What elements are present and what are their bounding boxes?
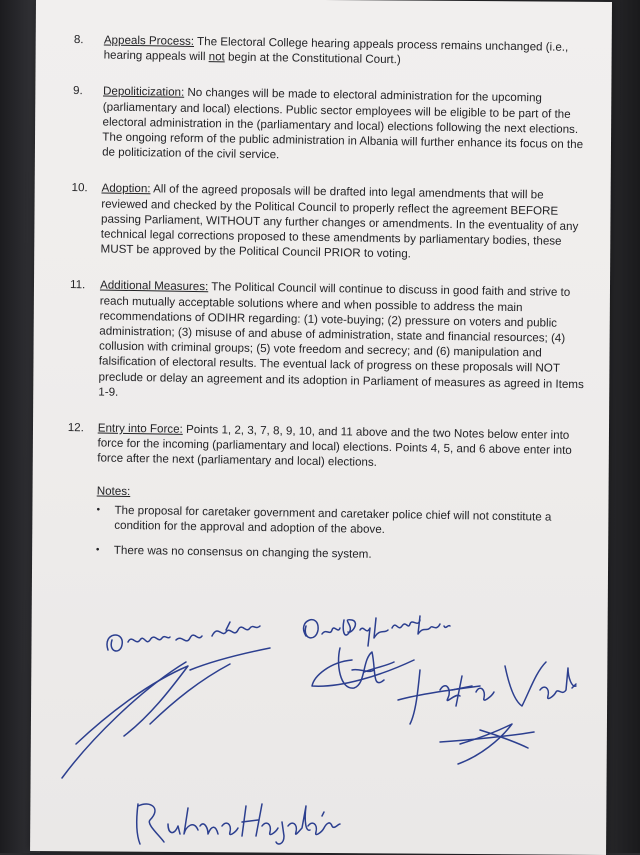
item-number: 10. bbox=[71, 181, 88, 195]
item-number: 11. bbox=[69, 278, 86, 292]
item-text: Points 1, 2, 3, 7, 8, 9, 10, and 11 above and the two Notes below enter into force for the incoming (parliamentary and local) elections. Points 4, 5, and 6 above enter into force after the next (parliamentary and local) elections. bbox=[97, 422, 572, 470]
note-text: The proposal for caretaker government and caretaker police chief will not constitute a condition for the approval and adoption of the above. bbox=[114, 503, 552, 537]
signature-7 bbox=[137, 804, 340, 844]
item-text: No changes will be made to electoral administration for the upcoming (parliamentary and local) elections. Public sector employees will be eligible to be part of the electoral administration in the (parliamentary and local) elections following the next elections. The ongoing reform of the public administration in Albania will further enhance its focus on the de politicization of the civil service. bbox=[102, 86, 584, 162]
note-text: There was no consensus on changing the system. bbox=[113, 544, 372, 562]
item-number: 12. bbox=[67, 421, 85, 435]
item-heading: Appeals Process: bbox=[103, 33, 195, 48]
signature-6 bbox=[440, 724, 534, 764]
notes-title: Notes: bbox=[96, 484, 131, 498]
signature-4 bbox=[62, 648, 270, 778]
item-text-after: begin at the Constitutional Court.) bbox=[224, 50, 401, 67]
item-heading: Adoption: bbox=[101, 181, 151, 196]
item-heading: Additional Measures: bbox=[99, 278, 209, 294]
item-heading: Depoliticization: bbox=[102, 84, 185, 100]
bullet-icon: • bbox=[95, 544, 100, 556]
item-text: All of the agreed proposals will be drafted into legal amendments that will be reviewed and checked by the Political Council to properly reflect the agreement BEFORE passing Parliament, WITHOUT any further changes or amendments. In the eventuality of any technical legal corrections proposed to these amendments by parliamentary bodies, these MUST be approved by the Political Council PRIOR to voting. bbox=[100, 182, 579, 261]
signature-5 bbox=[398, 662, 576, 724]
item-text: The Political Council will continue to discuss in good faith and strive to reach mutually acceptable solutions where and when possible to address the main recommendations of ODIHR regarding: (1) vote-buying; (2) pressure on voters and public administration; (3) misuse of and abuse of administration, state and financial resources; (4) collusion with criminal groups; (5) vote freedom and secrecy; and (6) manipulation and falsification of electoral results. The eventual lack of progress on these proposals will NOT preclude or delay an agreement and its adoption in Parliament of measures as agreed in Items 1-9. bbox=[98, 280, 584, 399]
signature-2 bbox=[304, 616, 450, 646]
item-number: 8. bbox=[73, 33, 84, 47]
signature-3 bbox=[312, 648, 414, 688]
item-heading: Entry into Force: bbox=[97, 421, 183, 436]
item-number: 9. bbox=[72, 84, 83, 98]
item-text: The Electoral College hearing appeals process remains unchanged (i.e., hearing appeals will bbox=[103, 34, 569, 64]
signature-1 bbox=[107, 622, 260, 651]
bullet-icon: • bbox=[96, 504, 101, 516]
item-emphasis: not bbox=[208, 50, 225, 64]
